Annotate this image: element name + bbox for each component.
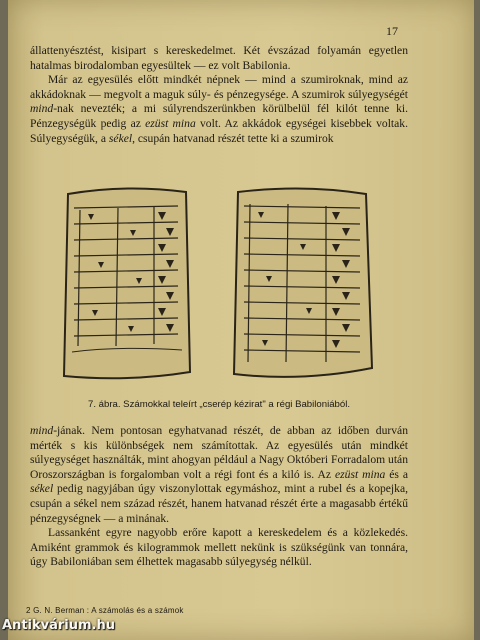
- paragraph-2: Már az egyesülés előtt mindkét népnek — mind a szumiroknak, mind az akkádoknak — megvolt a maguk súly- és pénzegysége. A szumirok súlyegységét mind-nak nevezték; a mi súlyrendszerünkben körülbelül fél kilót tenne ki. Pénzegységük pedig az ezüst mina volt. Az akkádok egységei kisebbek voltak. Súlyegységük, a sékel, csupán hatvanad részét tette ki a szumirok: [30, 73, 408, 145]
- paragraph-4: Lassanként egyre nagyobb erőre kapott a kereskedelem és a közlekedés. Amiként grammok és kilogrammok mellett nekünk is szükségünk van tonnára, úgy Babiloniában sem élhettek magasabb súlyegység nélkül.: [30, 526, 408, 569]
- page-number: 17: [386, 24, 398, 38]
- clay-tablet-right-image: [226, 186, 376, 382]
- figure-caption: 7. ábra. Számokkal teleírt „cserép kézirat" a régi Babiloniából.: [87, 399, 351, 410]
- paragraph-3: mind-jának. Nem pontosan egyhatvanad részét, de abban az időben durván mérték s kis különbségek nem számítottak. Az egyesülés után mindkét súlyegységet használták, mint ahogyan például a Nagy Októberi Forradalom után Oroszországban is forgalomban volt a régi font és a kiló is. Az ezüst mina és a sékel pedig nagyjában úgy viszonylottak egymáshoz, mint a rubel és a kopejka, csupán a sékel nem század részét, hanem hatvanad részét érte a magasabb értékű pénzegységnek — a minának.: [30, 424, 408, 525]
- clay-tablet-left-image: [58, 186, 194, 382]
- page-footer: 2 G. N. Berman : A számolás és a számok: [26, 606, 184, 615]
- text-block-top: [30, 44, 408, 146]
- book-page: [8, 0, 474, 640]
- watermark: Antikvárium.hu: [2, 618, 115, 633]
- figure-clay-tablets: [54, 186, 384, 386]
- paragraph-1: állattenyésztést, kisipart s kereskedelmet. Két évszázad folyamán egyetlen hatalmas birodalomban egyesültek — ez volt Babilonia.: [30, 44, 408, 72]
- text-block-bottom: [30, 424, 408, 570]
